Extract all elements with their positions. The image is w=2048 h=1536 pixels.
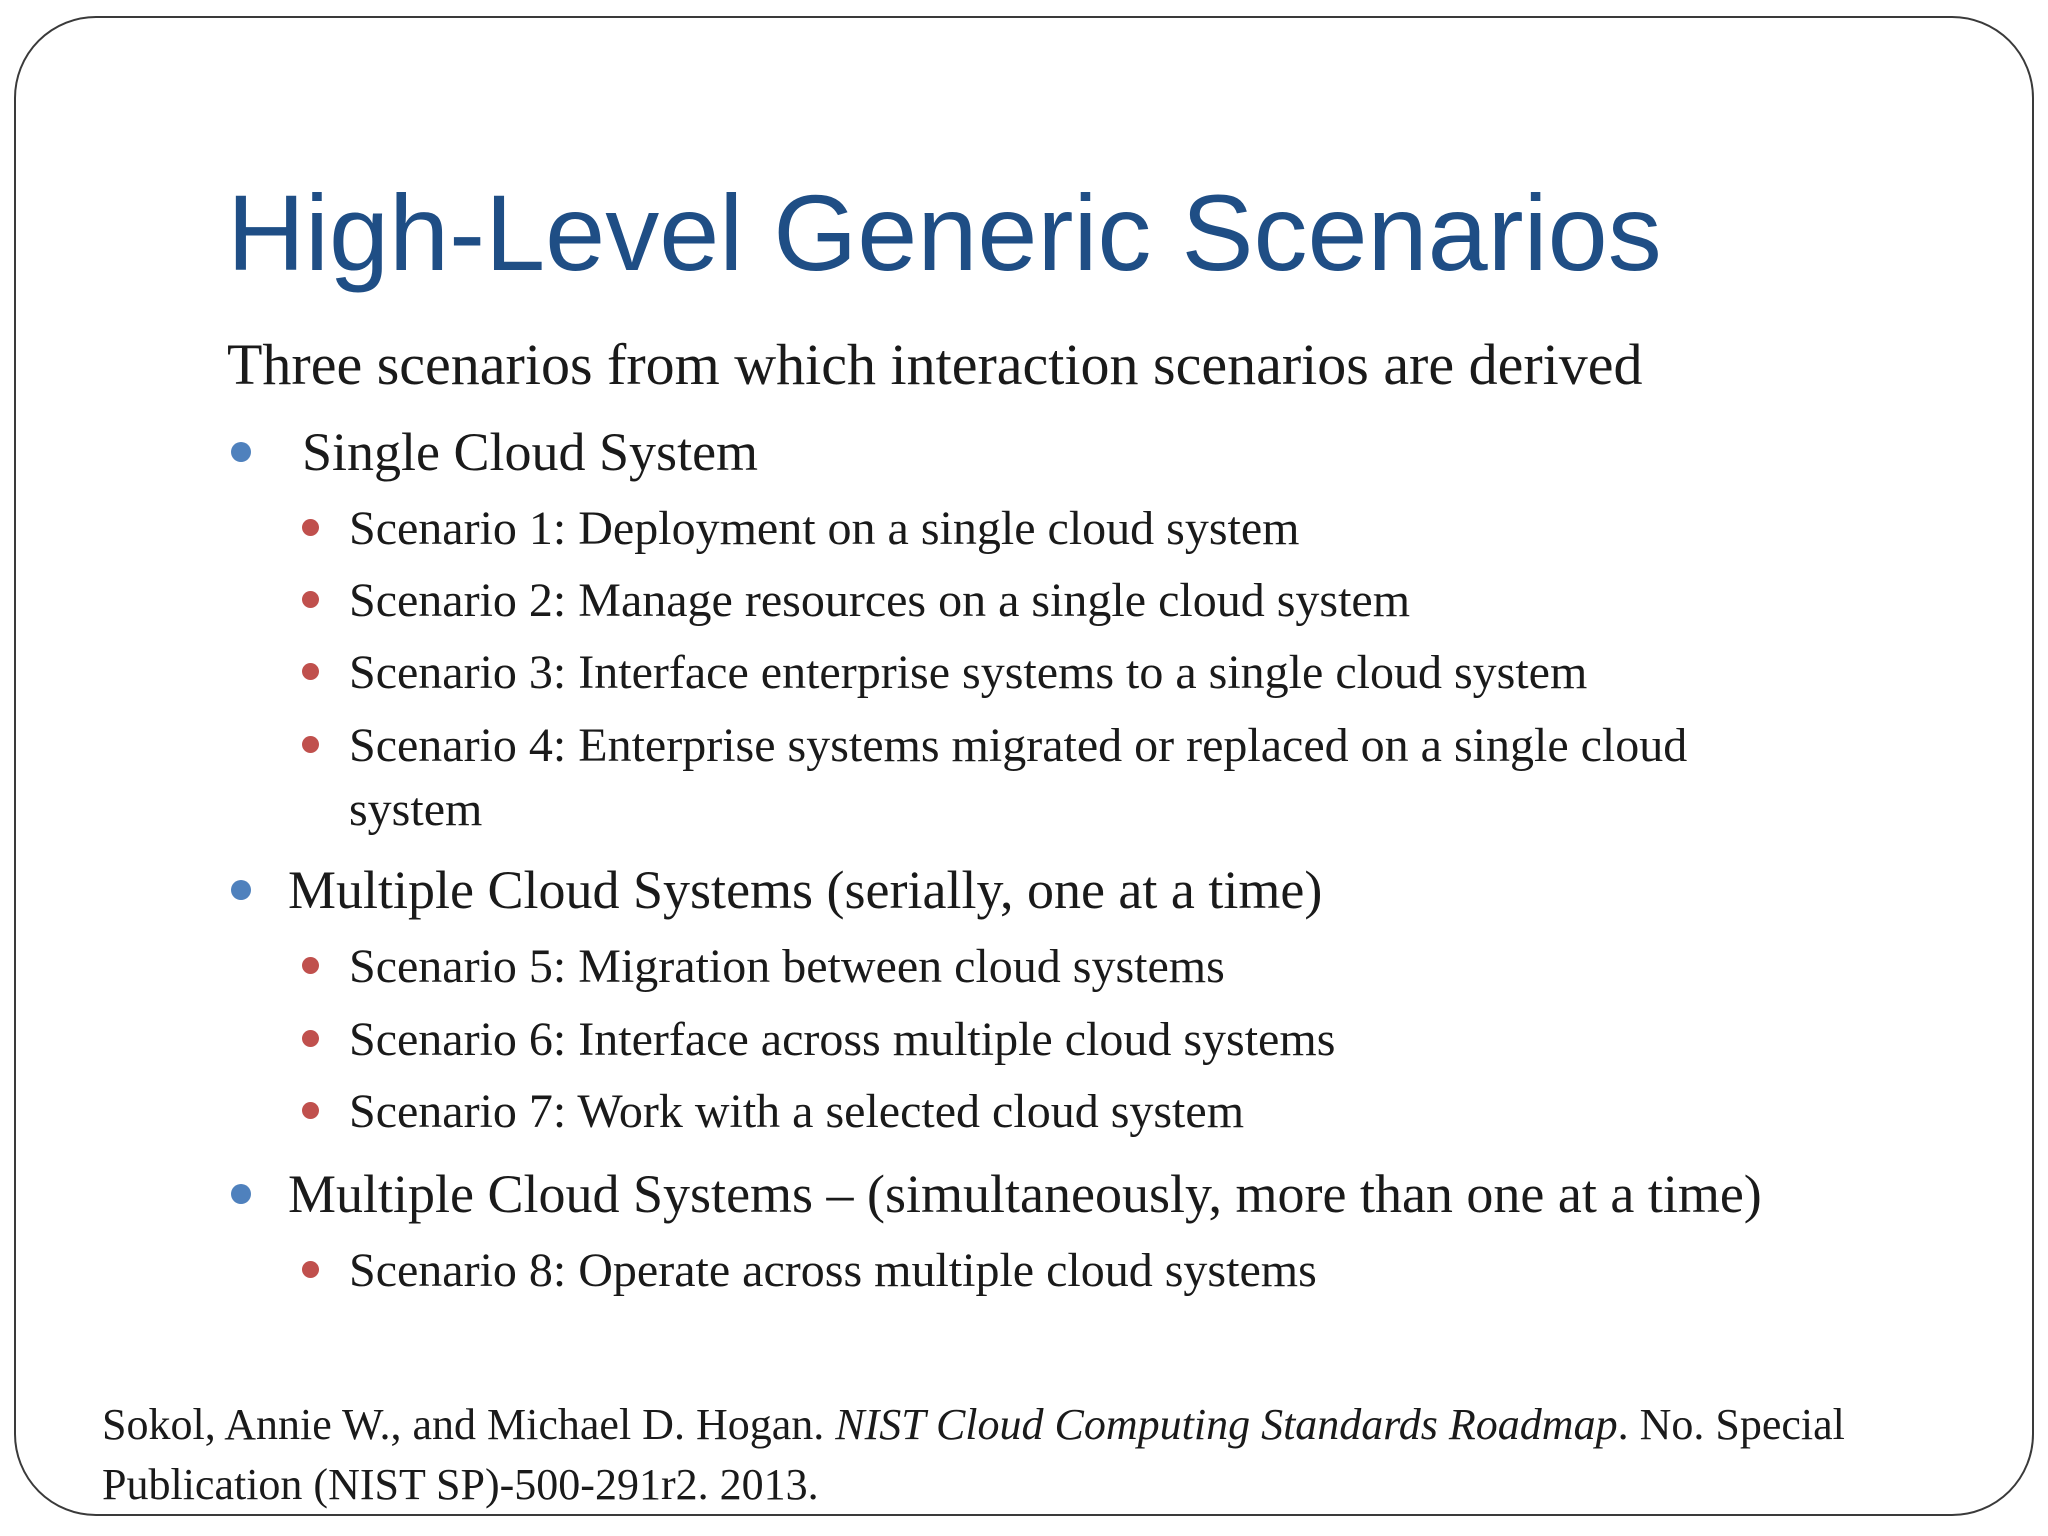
citation-details: . No. Special Publication (NIST SP)-500-291r2. 2013.: [102, 1400, 1845, 1509]
citation-authors: Sokol, Annie W., and Michael D. Hogan.: [102, 1400, 836, 1449]
citation: [102, 1395, 1942, 1515]
level2-bullet-icon: [302, 519, 319, 536]
scenario-1-item: Scenario 1: Deployment on a single cloud system: [349, 502, 1300, 555]
level2-bullet-icon: [302, 957, 319, 974]
slide-title: High-Level Generic Scenarios: [227, 172, 1662, 293]
scenario-2-item: Scenario 2: Manage resources on a single cloud system: [349, 574, 1411, 627]
level2-bullet-icon: [302, 1030, 319, 1047]
group-label-multiple-simultaneous: Multiple Cloud Systems – (simultaneously, more than one at a time): [288, 1164, 1762, 1224]
level2-bullet-icon: [302, 1261, 319, 1278]
level2-bullet-icon: [302, 1102, 319, 1119]
group-label-multiple-serial: Multiple Cloud Systems (serially, one at a time): [288, 860, 1323, 920]
level1-bullet-icon: [231, 442, 251, 462]
level1-bullet-icon: [231, 1184, 251, 1204]
scenario-5-item: Scenario 5: Migration between cloud systems: [349, 940, 1225, 993]
scenario-8-item: Scenario 8: Operate across multiple cloud systems: [349, 1244, 1317, 1297]
level2-bullet-icon: [302, 591, 319, 608]
scenario-3-item: Scenario 3: Interface enterprise systems to a single cloud system: [349, 646, 1588, 699]
scenario-7-item: Scenario 7: Work with a selected cloud system: [349, 1085, 1245, 1138]
level2-bullet-icon: [302, 736, 319, 753]
slide-subtitle: Three scenarios from which interaction scenarios are derived: [227, 332, 1643, 397]
citation-work-title: NIST Cloud Computing Standards Roadmap: [835, 1400, 1618, 1449]
level2-bullet-icon: [302, 663, 319, 680]
scenario-4-item: Scenario 4: Enterprise systems migrated or replaced on a single cloud system: [349, 719, 1688, 836]
group-label-single-cloud: Single Cloud System: [302, 422, 759, 482]
level1-bullet-icon: [231, 880, 251, 900]
scenario-6-item: Scenario 6: Interface across multiple cloud systems: [349, 1013, 1336, 1066]
